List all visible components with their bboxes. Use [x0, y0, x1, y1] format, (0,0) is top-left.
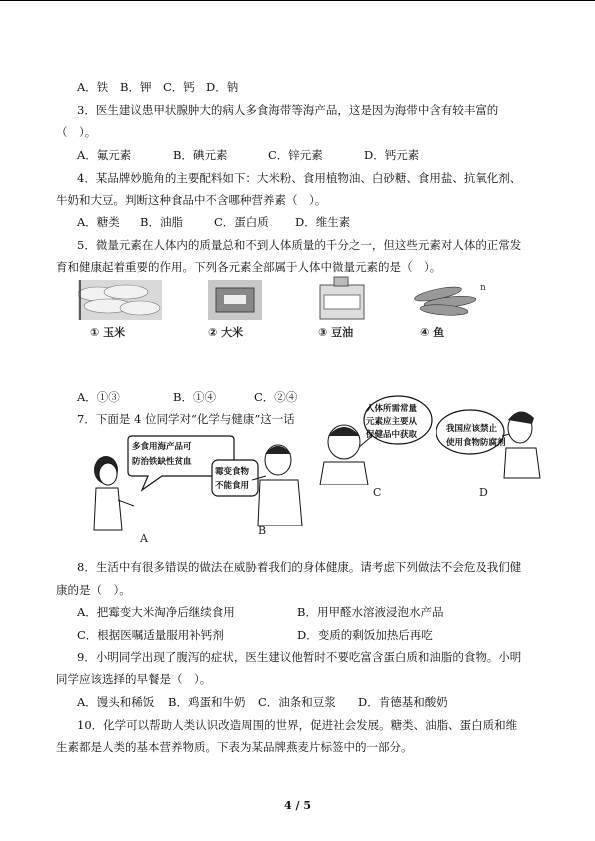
- fish-image: [408, 280, 488, 320]
- q5-option-b: B．①④: [173, 390, 216, 404]
- q3-stem-line1: 3．医生建议患甲状腺肿大的病人多食海带等海产品，这是因为海带中含有较丰富的: [77, 103, 499, 117]
- q3-option-d: D．钙元素: [364, 148, 420, 162]
- svg-text:n: n: [480, 283, 486, 293]
- q4-stem-line1: 4．某品牌妙脆角的主要配料如下：大米粉、食用植物油、白砂糖、食用盐、抗氧化剂、: [77, 171, 522, 185]
- q5-stem-line2: 育和健康起着重要的作用。下列各元素全部属于人体中微量元素的是（ ）。: [56, 260, 442, 274]
- q4-option-c: C．蛋白质: [214, 215, 269, 229]
- bubble-c-line1: 人体所需常量: [366, 404, 418, 414]
- q10-stem-line1: 10．化学可以帮助人类认识改造周围的世界，促进社会发展。糖类、油脂、蛋白质和维: [77, 718, 518, 732]
- q8-option-b: B．用甲醛水溶液浸泡水产品: [297, 605, 444, 619]
- bubble-b-text: [212, 462, 258, 494]
- q4-option-a: A．糖类: [77, 215, 120, 229]
- q9-option-d: D．肯德基和酸奶: [358, 695, 448, 709]
- q4-option-d: D．维生素: [295, 215, 351, 229]
- q5-stem-line1: 5．微量元素在人体内的质量总和不到人体质量的千分之一，但这些元素对人体的正常发: [77, 238, 522, 252]
- top-rule: [0, 0, 595, 1]
- q10-stem-line2: 生素都是人类的基本营养物质。下表为某品牌燕麦片标签中的一部分。: [56, 740, 413, 754]
- bubble-b-line2: 不能食用: [215, 481, 250, 491]
- q8-stem-line1: 8．生活中有很多错误的做法在威胁着我们的身体健康。请考虑下列做法不会危及我们健: [77, 560, 522, 574]
- q8-option-a: A．把霉变大米淘净后继续食用: [77, 605, 235, 619]
- bubble-d-line1: 我国应该禁止: [446, 424, 498, 434]
- bubble-c-line2: 元素应主要从: [366, 417, 418, 427]
- caption-oil: ③ 豆油: [318, 326, 354, 339]
- caption-rice: ② 大米: [208, 326, 244, 339]
- q5-option-a: A．①③: [77, 390, 120, 404]
- caption-fish: ④ 鱼: [420, 326, 445, 339]
- q9-stem-line2: 同学应该选择的早餐是（ ）。: [56, 672, 212, 686]
- q3-option-a: A．氟元素: [77, 148, 132, 162]
- label-b: B: [258, 524, 267, 537]
- q5-option-c: C．②④: [254, 390, 298, 404]
- q9-option-c: C．油条和豆浆: [258, 695, 336, 709]
- page-number: 4 / 5: [284, 799, 311, 812]
- q2-option-d: D．钠: [206, 80, 239, 94]
- label-d: D: [479, 486, 488, 499]
- q3-stem-line2: （ ）。: [56, 125, 97, 139]
- q3-option-b: B．碘元素: [173, 148, 228, 162]
- q4-stem-line2: 牛奶和大豆。判断这种食品中不含哪种营养素（ ）。: [56, 193, 327, 207]
- bubble-a-line2: 防治铁缺性贫血: [132, 457, 192, 467]
- q8-option-c: C．根据医嘱适量服用补钙剂: [77, 628, 224, 642]
- bubble-c-text: [364, 400, 434, 446]
- q9-stem-line1: 9．小明同学出现了腹泻的症状，医生建议他暂时不要吃富含蛋白质和油脂的食物。小明: [77, 650, 522, 664]
- q2-option-c: C．钙: [163, 80, 195, 94]
- q8-stem-line2: 康的是（ ）。: [56, 583, 131, 597]
- label-a: A: [140, 532, 148, 545]
- corn-image: [78, 280, 162, 320]
- rice-image: [208, 280, 262, 320]
- bubble-a-line1: 多食用海产品可: [132, 442, 192, 452]
- bubble-b-line1: 霉变食物: [215, 467, 250, 477]
- q9-option-b: B．鸡蛋和牛奶: [168, 695, 246, 709]
- bubble-c-line3: 保健品中获取: [366, 430, 418, 440]
- q9-option-a: A．馒头和稀饭: [77, 695, 155, 709]
- q2-option-a: A．铁: [77, 80, 109, 94]
- bubble-d-text: [444, 420, 508, 452]
- caption-corn: ① 玉米: [90, 326, 126, 339]
- q2-option-b: B．钾: [120, 80, 152, 94]
- label-c: C: [373, 486, 382, 499]
- q8-option-d: D．变质的剩饭加热后再吃: [297, 628, 433, 642]
- q4-option-b: B．油脂: [140, 215, 183, 229]
- q7-stem: 7．下面是 4 位同学对“化学与健康”这一话: [77, 412, 295, 426]
- q3-option-c: C．锌元素: [268, 148, 323, 162]
- bubble-d-line2: 使用食物防腐剂: [446, 438, 506, 448]
- soybean-oil-image: [314, 275, 372, 321]
